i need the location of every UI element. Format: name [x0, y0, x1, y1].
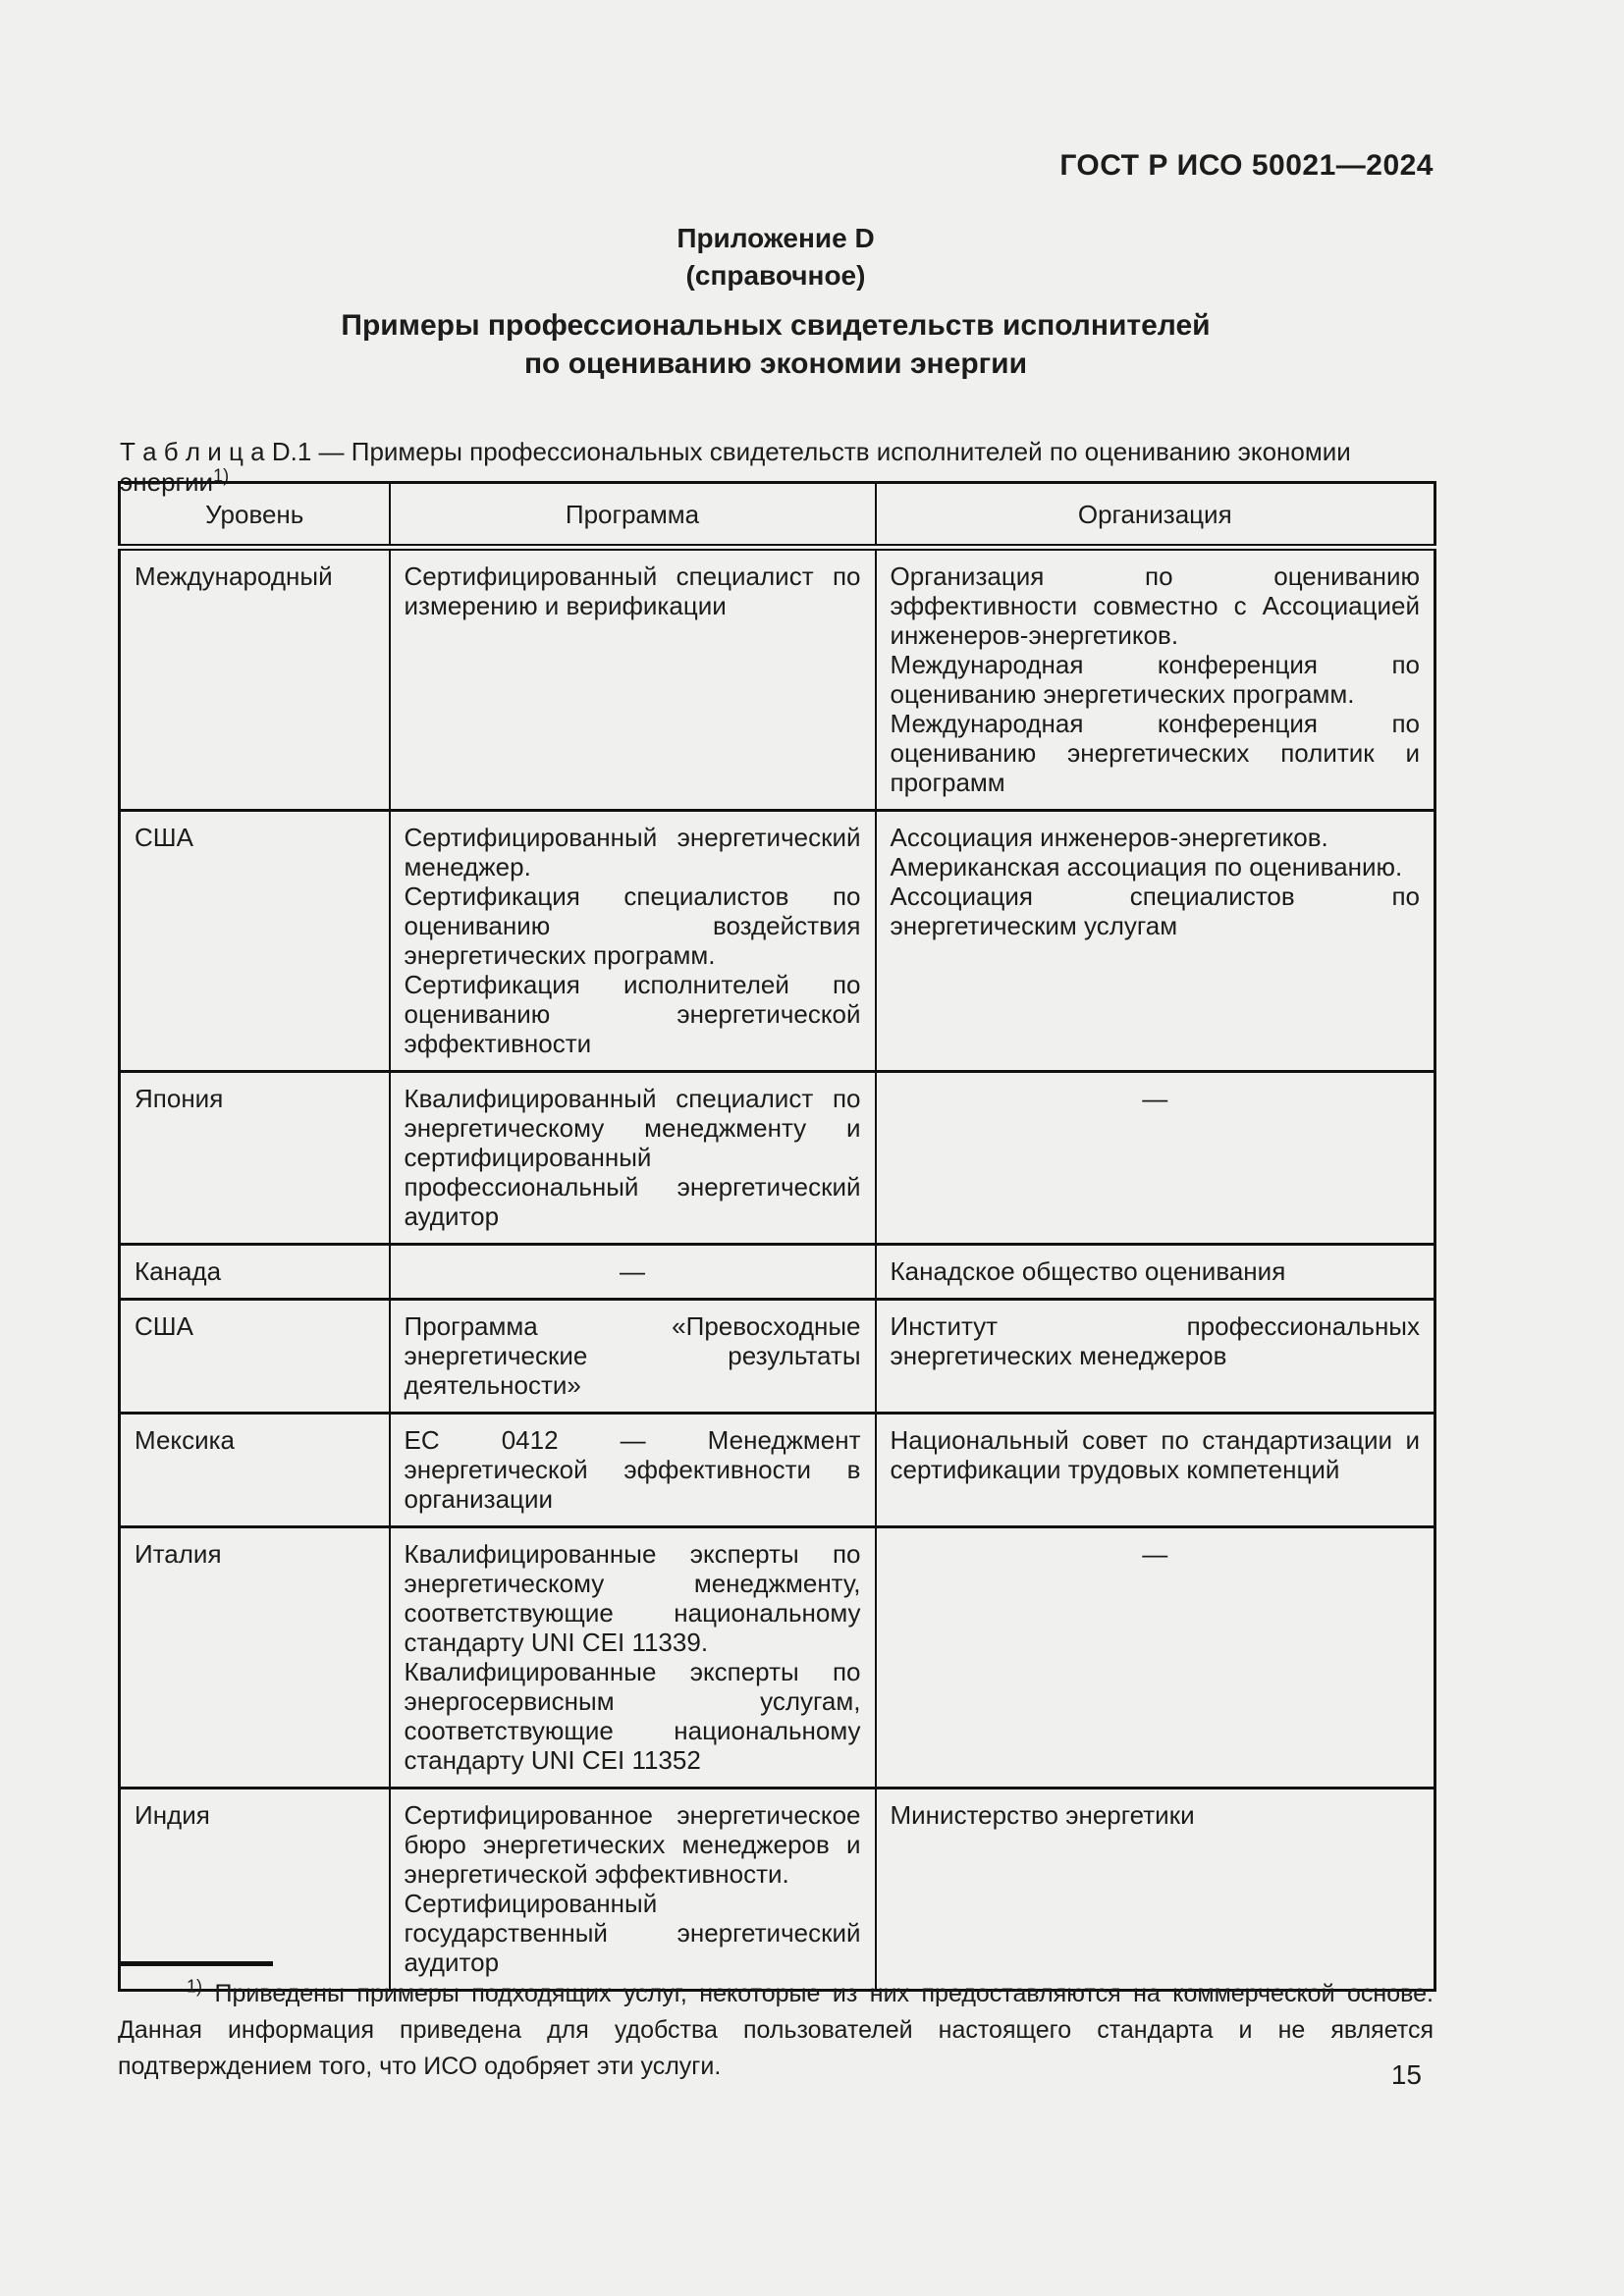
- column-header-organization: Организация: [876, 483, 1435, 548]
- level-cell: США: [120, 1300, 390, 1414]
- organization-cell-paragraph: —: [1142, 1084, 1168, 1113]
- organization-cell-paragraph: Министерство энергетики: [890, 1800, 1195, 1830]
- organization-cell: [876, 1300, 1435, 1414]
- table-row: [120, 1072, 1435, 1245]
- organization-cell-paragraph: Ассоциация инженеров-энергетиков.: [890, 823, 1328, 852]
- table-row: [120, 1414, 1435, 1527]
- organization-cell: [876, 1414, 1435, 1527]
- level-cell: Международный: [120, 548, 390, 811]
- program-cell: [390, 1527, 876, 1789]
- certifications-table: [118, 481, 1436, 1992]
- table-row: [120, 1789, 1435, 1991]
- program-cell: [390, 1789, 876, 1991]
- column-header-level: Уровень: [120, 483, 390, 548]
- page-title: [118, 306, 1434, 383]
- program-cell: [390, 548, 876, 811]
- program-cell-paragraph: Сертифицированный энергетический менеджер.: [404, 823, 861, 881]
- column-header-program: Программа: [390, 483, 876, 548]
- organization-cell: [876, 1527, 1435, 1789]
- program-cell-paragraph: Программа «Превосходные энергетические результаты деятельности»: [404, 1311, 861, 1400]
- table-row: [120, 548, 1435, 811]
- footnote-rule: [118, 1961, 273, 1966]
- table-caption-text: Примеры профессиональных свидетельств исполнителей по оцениванию экономии энергии: [120, 437, 1351, 497]
- program-cell-paragraph: Сертифицированное энергетическое бюро энергетических менеджеров и энергетической эффективности.: [404, 1800, 861, 1889]
- annex-name: Приложение D: [677, 223, 875, 253]
- program-cell: [390, 1414, 876, 1527]
- table-header: [120, 483, 1435, 548]
- organization-cell-paragraph: Американская ассоциация по оцениванию.: [890, 852, 1403, 881]
- program-cell-paragraph: ЕС 0412 — Менеджмент энергетической эффективности в организации: [404, 1425, 861, 1514]
- annex-heading: [118, 220, 1434, 294]
- organization-cell: [876, 811, 1435, 1072]
- program-cell: [390, 1245, 876, 1300]
- level-cell: США: [120, 811, 390, 1072]
- program-cell-paragraph: Сертифицированный государственный энергетический аудитор: [404, 1889, 861, 1977]
- level-cell: Япония: [120, 1072, 390, 1245]
- footnote-text: [118, 1976, 1434, 2085]
- table-row: [120, 1245, 1435, 1300]
- table-row: [120, 1527, 1435, 1789]
- program-cell-paragraph: Сертификация исполнителей по оцениванию энергетической эффективности: [404, 970, 861, 1058]
- annex-kind: (справочное): [685, 260, 866, 291]
- level-cell: Италия: [120, 1527, 390, 1789]
- level-cell: Канада: [120, 1245, 390, 1300]
- table-header-row: [120, 483, 1435, 548]
- table-caption-label: Т а б л и ц а D.1 —: [120, 437, 352, 466]
- program-cell-paragraph: Квалифицированные эксперты по энергосервисным услугам, соответствующие национальному стандарту UNI CEI 11352: [404, 1657, 861, 1775]
- program-cell: [390, 1072, 876, 1245]
- table-body: [120, 548, 1435, 1991]
- program-cell-paragraph: Сертифицированный специалист по измерению и верификации: [404, 561, 861, 620]
- program-cell-paragraph: Квалифицированные эксперты по энергетическому менеджменту, соответствующие национальному стандарту UNI CEI 11339.: [404, 1539, 861, 1657]
- organization-cell-paragraph: Институт профессиональных энергетических менеджеров: [890, 1311, 1420, 1370]
- table-row: [120, 1300, 1435, 1414]
- organization-cell: [876, 1245, 1435, 1300]
- table-row: [120, 811, 1435, 1072]
- doc-number: ГОСТ Р ИСО 50021—2024: [1059, 149, 1434, 182]
- level-cell: Мексика: [120, 1414, 390, 1527]
- footnote-body: Приведены примеры подходящих услуг, некоторые из них предоставляются на коммерческой основе. Данная информация приведена для удобства пользователей настоящего стандарта и не является подтверждением того, что ИСО одобряет эти услуги.: [118, 1980, 1434, 2080]
- program-cell-paragraph: —: [620, 1256, 645, 1286]
- organization-cell-paragraph: Ассоциация специалистов по энергетическим услугам: [890, 881, 1420, 940]
- program-cell: [390, 811, 876, 1072]
- footnote-ref: 1): [187, 1976, 203, 1997]
- page-title-line1: Примеры профессиональных свидетельств исполнителей: [341, 309, 1211, 342]
- organization-cell-paragraph: Организация по оцениванию эффективности совместно с Ассоциацией инженеров-энергетиков.: [890, 561, 1420, 650]
- organization-cell-paragraph: Канадское общество оценивания: [890, 1256, 1286, 1286]
- organization-cell-paragraph: Международная конференция по оцениванию энергетических политик и программ: [890, 709, 1420, 797]
- program-cell-paragraph: Квалифицированный специалист по энергетическому менеджменту и сертифицированный профессиональный энергетический аудитор: [404, 1084, 861, 1231]
- table-caption-footnote-ref: 1): [213, 465, 230, 486]
- program-cell-paragraph: Сертификация специалистов по оцениванию воздействия энергетических программ.: [404, 881, 861, 970]
- footnote: [118, 1961, 1434, 2085]
- organization-cell-paragraph: —: [1142, 1539, 1168, 1569]
- organization-cell-paragraph: Международная конференция по оцениванию энергетических программ.: [890, 650, 1420, 709]
- page-title-line2: по оцениванию экономии энергии: [523, 347, 1028, 380]
- organization-cell: [876, 1789, 1435, 1991]
- organization-cell: [876, 1072, 1435, 1245]
- organization-cell: [876, 548, 1435, 811]
- program-cell: [390, 1300, 876, 1414]
- page-number: 15: [1390, 2059, 1422, 2090]
- level-cell: Индия: [120, 1789, 390, 1991]
- organization-cell-paragraph: Национальный совет по стандартизации и сертификации трудовых компетенций: [890, 1425, 1420, 1484]
